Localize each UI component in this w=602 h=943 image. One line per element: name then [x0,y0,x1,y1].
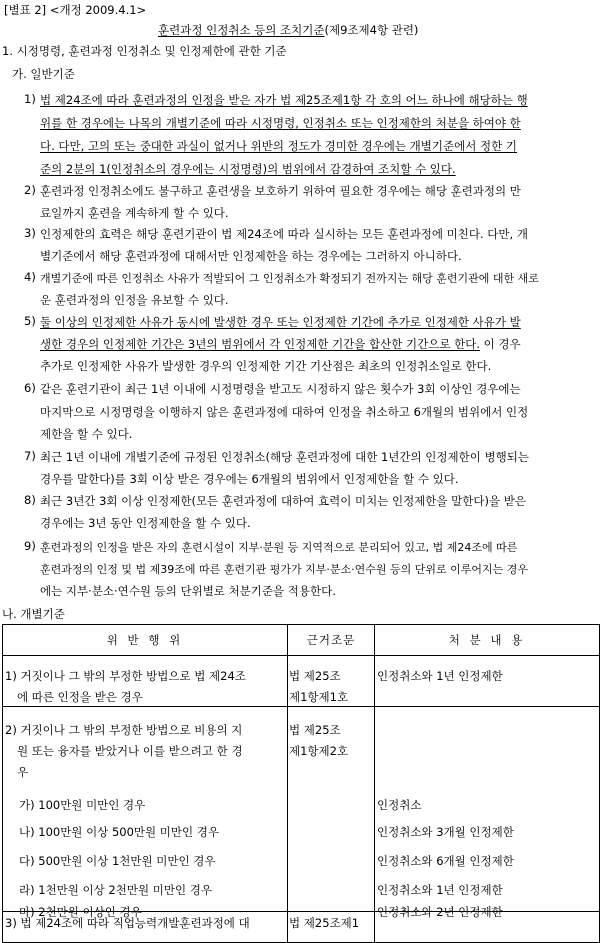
basis-text: 법 제25조 [289,723,341,737]
action-text: 인정취소와 2년 인정제한 [377,905,503,919]
action-text: 인정취소와 3개월 인정제한 [377,825,514,839]
table-row [3,656,600,707]
item-6-line: 제한을 할 수 있다. [40,427,133,441]
basis-text: 법 제25조제1 [289,916,360,930]
item-9-line: 훈련과정의 인정 및 법 제39조에 따른 훈련기관 평가가 지부·분소·연수원 등의 단위로 이루어지는 경우 [40,563,528,576]
item-number: 3) [24,226,36,240]
section-1-heading: 1. 시정명령, 훈련과정 인정취소 및 인정제한에 관한 기준 [2,44,287,58]
item-5-underlined-part: 생한 경우의 인정제한 기간은 3년의 범위에서 각 인정제한 기간을 합산한 기간으로 한다. [40,337,480,351]
table-header-row [3,625,600,656]
action-text: 인정취소와 6개월 인정제한 [377,854,514,868]
violation-text: 원 또는 융자를 받았거나 이를 받으려고 한 경 [17,744,243,758]
sub-violation-label: 라) 1천만원 이상 2천만원 미만인 경우 [19,883,212,897]
item-5-plain-part: 이 경우 [480,337,521,351]
item-1-line: 준의 2분의 1(인정취소의 경우에는 시정명령)의 범위에서 감경하여 조치할 수 있다. [40,162,456,176]
item-6-line: 마지막으로 시정명령을 이행하지 않은 훈련과정에 대하여 인정을 취소하고 6개월의 범위에서 인정 [40,405,529,419]
violation-text: 우 [17,765,29,779]
basis-text: 제1항제2호 [289,744,349,758]
item-1-line: 위를 한 경우에는 나목의 개별기준에 따라 시정명령, 인정취소 또는 인정제한의 처분을 하여야 한 [40,116,521,130]
column-header-violation: 위 반 행 위 [3,625,288,656]
item-8-line: 최근 3년간 3회 이상 인정제한(모든 훈련과정에 대하여 효력이 미치는 인정제한을 말한다)을 받은 [40,494,526,508]
item-2-line: 훈련과정 인정취소에도 불구하고 훈련생을 보호하기 위하여 필요한 경우에는 해당 훈련과정의 만 [40,184,521,198]
item-4-line: 개별기준에 따른 인정취소 사유가 적발되어 그 인정취소가 확정되기 전까지는 해당 훈련기관에 대한 새로 [40,272,539,285]
violation-cell [3,656,288,707]
violation-cell [3,707,288,919]
item-5-line: 추가로 인정제한 사유가 발생한 경우의 인정제한 기간 기산점은 최초의 인정취소일로 한다. [40,359,492,373]
basis-text: 제1항제1호 [289,690,349,704]
item-number: 6) [24,381,36,395]
appendix-label: [별표 2] <개정 2009.4.1> [4,3,147,17]
title-suffix: (제9조제4항 관련) [324,23,419,37]
item-5-line: 둘 이상의 인정제한 사유가 동시에 발생한 경우 또는 인정제한 기간에 추가로 인정제한 사유가 발 [40,315,521,329]
basis-text: 법 제25조 [289,669,341,683]
item-number: 2) [24,183,36,197]
basis-cell [288,656,375,707]
item-7-line: 최근 1년 이내에 개별기준에 규정된 인정취소(해당 훈련과정에 대한 1년간의 인정제한이 병행되는 [40,450,529,464]
item-number: 9) [24,539,36,553]
item-3-line: 별기준에서 해당 훈련과정에 대해서만 인정제한을 하는 경우에는 그러하지 아니하다. [40,249,462,263]
violation-text: 3) 법 제24조에 따라 직업능력개발훈련과정에 대 [5,916,250,930]
violation-text: 2) 거짓이나 그 밖의 부정한 방법으로 비용의 지 [5,723,243,737]
table-row [3,912,600,943]
table-row [3,707,600,912]
item-number: 5) [24,314,36,328]
sub-violation-label: 마) 2천만원 이상인 경우 [19,905,142,919]
column-header-basis: 근거조문 [288,625,375,656]
violation-text: 1) 거짓이나 그 밖의 부정한 방법으로 법 제24조 [5,669,246,683]
item-4-line: 운 훈련과정의 인정을 유보할 수 있다. [40,293,229,307]
item-9-line: 훈련과정의 인정을 받은 자의 훈련시설이 지부·분원 등 지역적으로 분리되어 있고, 법 제24조에 따른 [40,541,518,554]
action-cell [375,656,600,707]
basis-cell [288,912,375,943]
item-1-line: 다. 다만, 고의 또는 중대한 과실이 없거나 위반의 정도가 경미한 경우에는 개별기준에서 정한 기 [40,139,517,153]
basis-cell [288,707,375,912]
criteria-table [2,624,600,943]
item-3-line: 인정제한의 효력은 해당 훈련기관이 법 제24조에 따라 실시하는 모든 훈련과정에 미친다. 다만, 개 [40,227,528,241]
title-main: 훈련과정 인정취소 등의 조치기준 [158,23,325,37]
action-text: 인정취소와 1년 인정제한 [377,883,503,897]
item-5-line [40,336,521,352]
general-criteria-heading: 가. 일반기준 [12,67,75,81]
violation-cell [3,912,288,943]
item-8-line: 경우에는 3년 동안 인정제한을 할 수 있다. [40,516,251,530]
item-9-line: 에는 지부·분소·연수원 등의 단위별로 처분기준을 적용한다. [40,584,336,598]
sub-violation-label: 가) 100만원 미만인 경우 [19,798,146,812]
individual-criteria-heading: 나. 개별기준 [2,607,65,621]
sub-violation-label: 나) 100만원 이상 500만원 미만인 경우 [19,825,219,839]
document-title [158,22,418,38]
violation-text: 에 따른 인정을 받은 경우 [17,690,143,704]
item-number: 4) [24,270,36,284]
action-text: 인정취소와 1년 인정제한 [377,669,503,683]
item-7-line: 경우를 말한다)를 3회 이상 받은 경우에는 6개월의 범위에서 인정제한을 할 수 있다. [40,472,459,486]
item-6-line: 같은 훈련기관이 최근 1년 이내에 시정명령을 받고도 시정하지 않은 횟수가 3회 이상인 경우에는 [40,382,521,396]
column-header-action: 처 분 내 용 [375,625,600,656]
item-2-line: 료일까지 훈련을 계속하게 할 수 있다. [40,206,229,220]
item-number: 7) [24,449,36,463]
item-number: 1) [24,92,36,106]
action-cell [375,707,600,919]
sub-violation-label: 다) 500만원 이상 1천만원 미만인 경우 [19,854,216,868]
action-text: 인정취소 [377,798,422,812]
item-1-line: 법 제24조에 따라 훈련과정의 인정을 받은 자가 법 제25조제1항 각 호의 어느 하나에 해당하는 행 [40,93,528,107]
item-number: 8) [24,493,36,507]
